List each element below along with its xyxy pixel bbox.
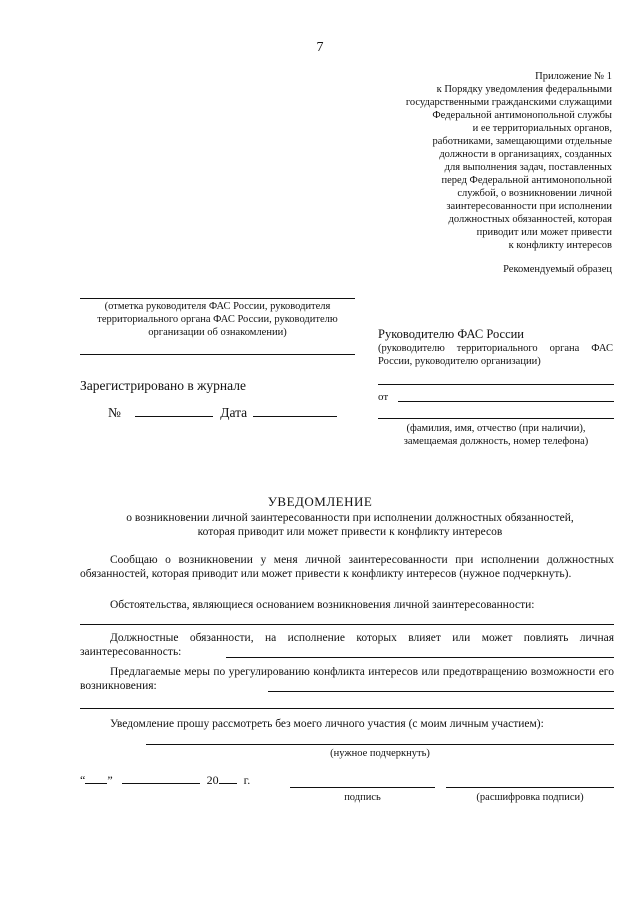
appendix-line: приводит или может привести — [476, 227, 612, 238]
appendix-line: работниками, замещающими отдельные — [432, 136, 612, 147]
quote-close: ” — [107, 773, 113, 787]
head-mark-line[interactable] — [80, 298, 355, 299]
participation-field[interactable] — [146, 744, 614, 745]
notice-title: УВЕДОМЛЕНИЕ — [267, 494, 373, 509]
head-mark-bottom-line[interactable] — [80, 354, 355, 355]
registered-label: Зарегистрировано в журнале — [80, 378, 246, 393]
measures-field[interactable] — [268, 691, 614, 692]
sender-second-line[interactable] — [378, 418, 614, 419]
year-field[interactable] — [219, 772, 237, 784]
from-label: от — [378, 391, 389, 403]
addressee-subtitle: (руководителю территориального органа ФАС России, руководителю организации) — [378, 343, 613, 367]
addressee-title: Руководителю ФАС России — [378, 327, 524, 341]
appendix-line: Приложение № 1 — [535, 71, 612, 82]
appendix-line: заинтересованности при исполнении — [446, 201, 612, 212]
circumstances-field[interactable] — [80, 624, 614, 625]
number-label: № — [108, 405, 121, 420]
registration-number-field[interactable] — [135, 404, 213, 417]
registration-number-row — [108, 404, 337, 421]
page-number: 7 — [316, 40, 324, 55]
sender-caption-line: (фамилия, имя, отчество (при наличии), — [406, 423, 586, 434]
signature-decode-caption: (расшифровка подписи) — [476, 792, 584, 803]
notice-subtitle-line: которая приводит или может привести к конфликту интересов — [197, 526, 503, 538]
appendix-line: к Порядку уведомления федеральными — [436, 84, 612, 95]
sender-from-field[interactable] — [398, 401, 614, 402]
month-field[interactable] — [122, 772, 200, 784]
signature-decode-field[interactable] — [446, 787, 614, 788]
appendix-line: должности в организациях, созданных — [439, 149, 612, 160]
notice-subtitle-line: о возникновении личной заинтересованности при исполнении должностных обязанностей, — [126, 512, 574, 524]
sender-caption — [378, 422, 614, 448]
sender-top-line[interactable] — [378, 384, 614, 385]
appendix-line: должностных обязанностей, которая — [448, 214, 612, 225]
sample-label: Рекомендуемый образец — [503, 264, 612, 275]
duties-field[interactable] — [226, 657, 614, 658]
signature-caption: подпись — [344, 792, 381, 803]
appendix-line: и ее территориальных органов, — [472, 123, 612, 134]
head-mark-caption-line: территориального органа ФАС России, руководителю — [97, 314, 338, 325]
registration-date-field[interactable] — [253, 404, 337, 417]
paragraph-duties: Должностные обязанности, на исполнение которых влияет или может повлиять личная заинтересованность: — [80, 632, 614, 658]
appendix-line: перед Федеральной антимонопольной — [441, 175, 612, 186]
date-signature-row — [80, 772, 250, 788]
head-mark-caption-line: организации об ознакомлении) — [148, 327, 287, 338]
appendix-line: к конфликту интересов — [508, 240, 612, 251]
paragraph-circumstances: Обстоятельства, являющиеся основанием возникновения личной заинтересованности: — [110, 599, 535, 611]
year-suffix: г. — [243, 773, 251, 787]
paragraph-report: Сообщаю о возникновении у меня личной заинтересованности при исполнении должностных обязанностей, которая приводит или может привести к конфликту интересов (нужное подчеркнуть). — [80, 554, 614, 580]
quote-open: “ — [80, 773, 86, 787]
sender-caption-line: замещаемая должность, номер телефона) — [403, 436, 589, 447]
notice-subtitle — [80, 511, 620, 539]
appendix-header — [362, 70, 612, 276]
day-field[interactable] — [85, 772, 107, 784]
addressee-block — [378, 327, 613, 368]
paragraph-consider: Уведомление прошу рассмотреть без моего личного участия (с моим личным участием): — [110, 718, 544, 730]
year-prefix: 20 — [206, 773, 219, 787]
paragraph-measures: Предлагаемые меры по урегулированию конфликта интересов или предотвращению возможности его возникновения: — [80, 666, 614, 692]
head-mark-caption — [80, 300, 355, 339]
underline-note: (нужное подчеркнуть) — [330, 748, 430, 759]
date-label: Дата — [220, 405, 248, 420]
head-mark-caption-line: (отметка руководителя ФАС России, руководителя — [104, 301, 331, 312]
measures-field-extra[interactable] — [80, 708, 614, 709]
appendix-line: Федеральной антимонопольной службы — [432, 110, 612, 121]
appendix-line: службой, о возникновении личной — [457, 188, 612, 199]
appendix-line: для выполнения задач, поставленных — [444, 162, 612, 173]
signature-field[interactable] — [290, 787, 435, 788]
appendix-line: государственными гражданскими служащими — [405, 97, 612, 108]
